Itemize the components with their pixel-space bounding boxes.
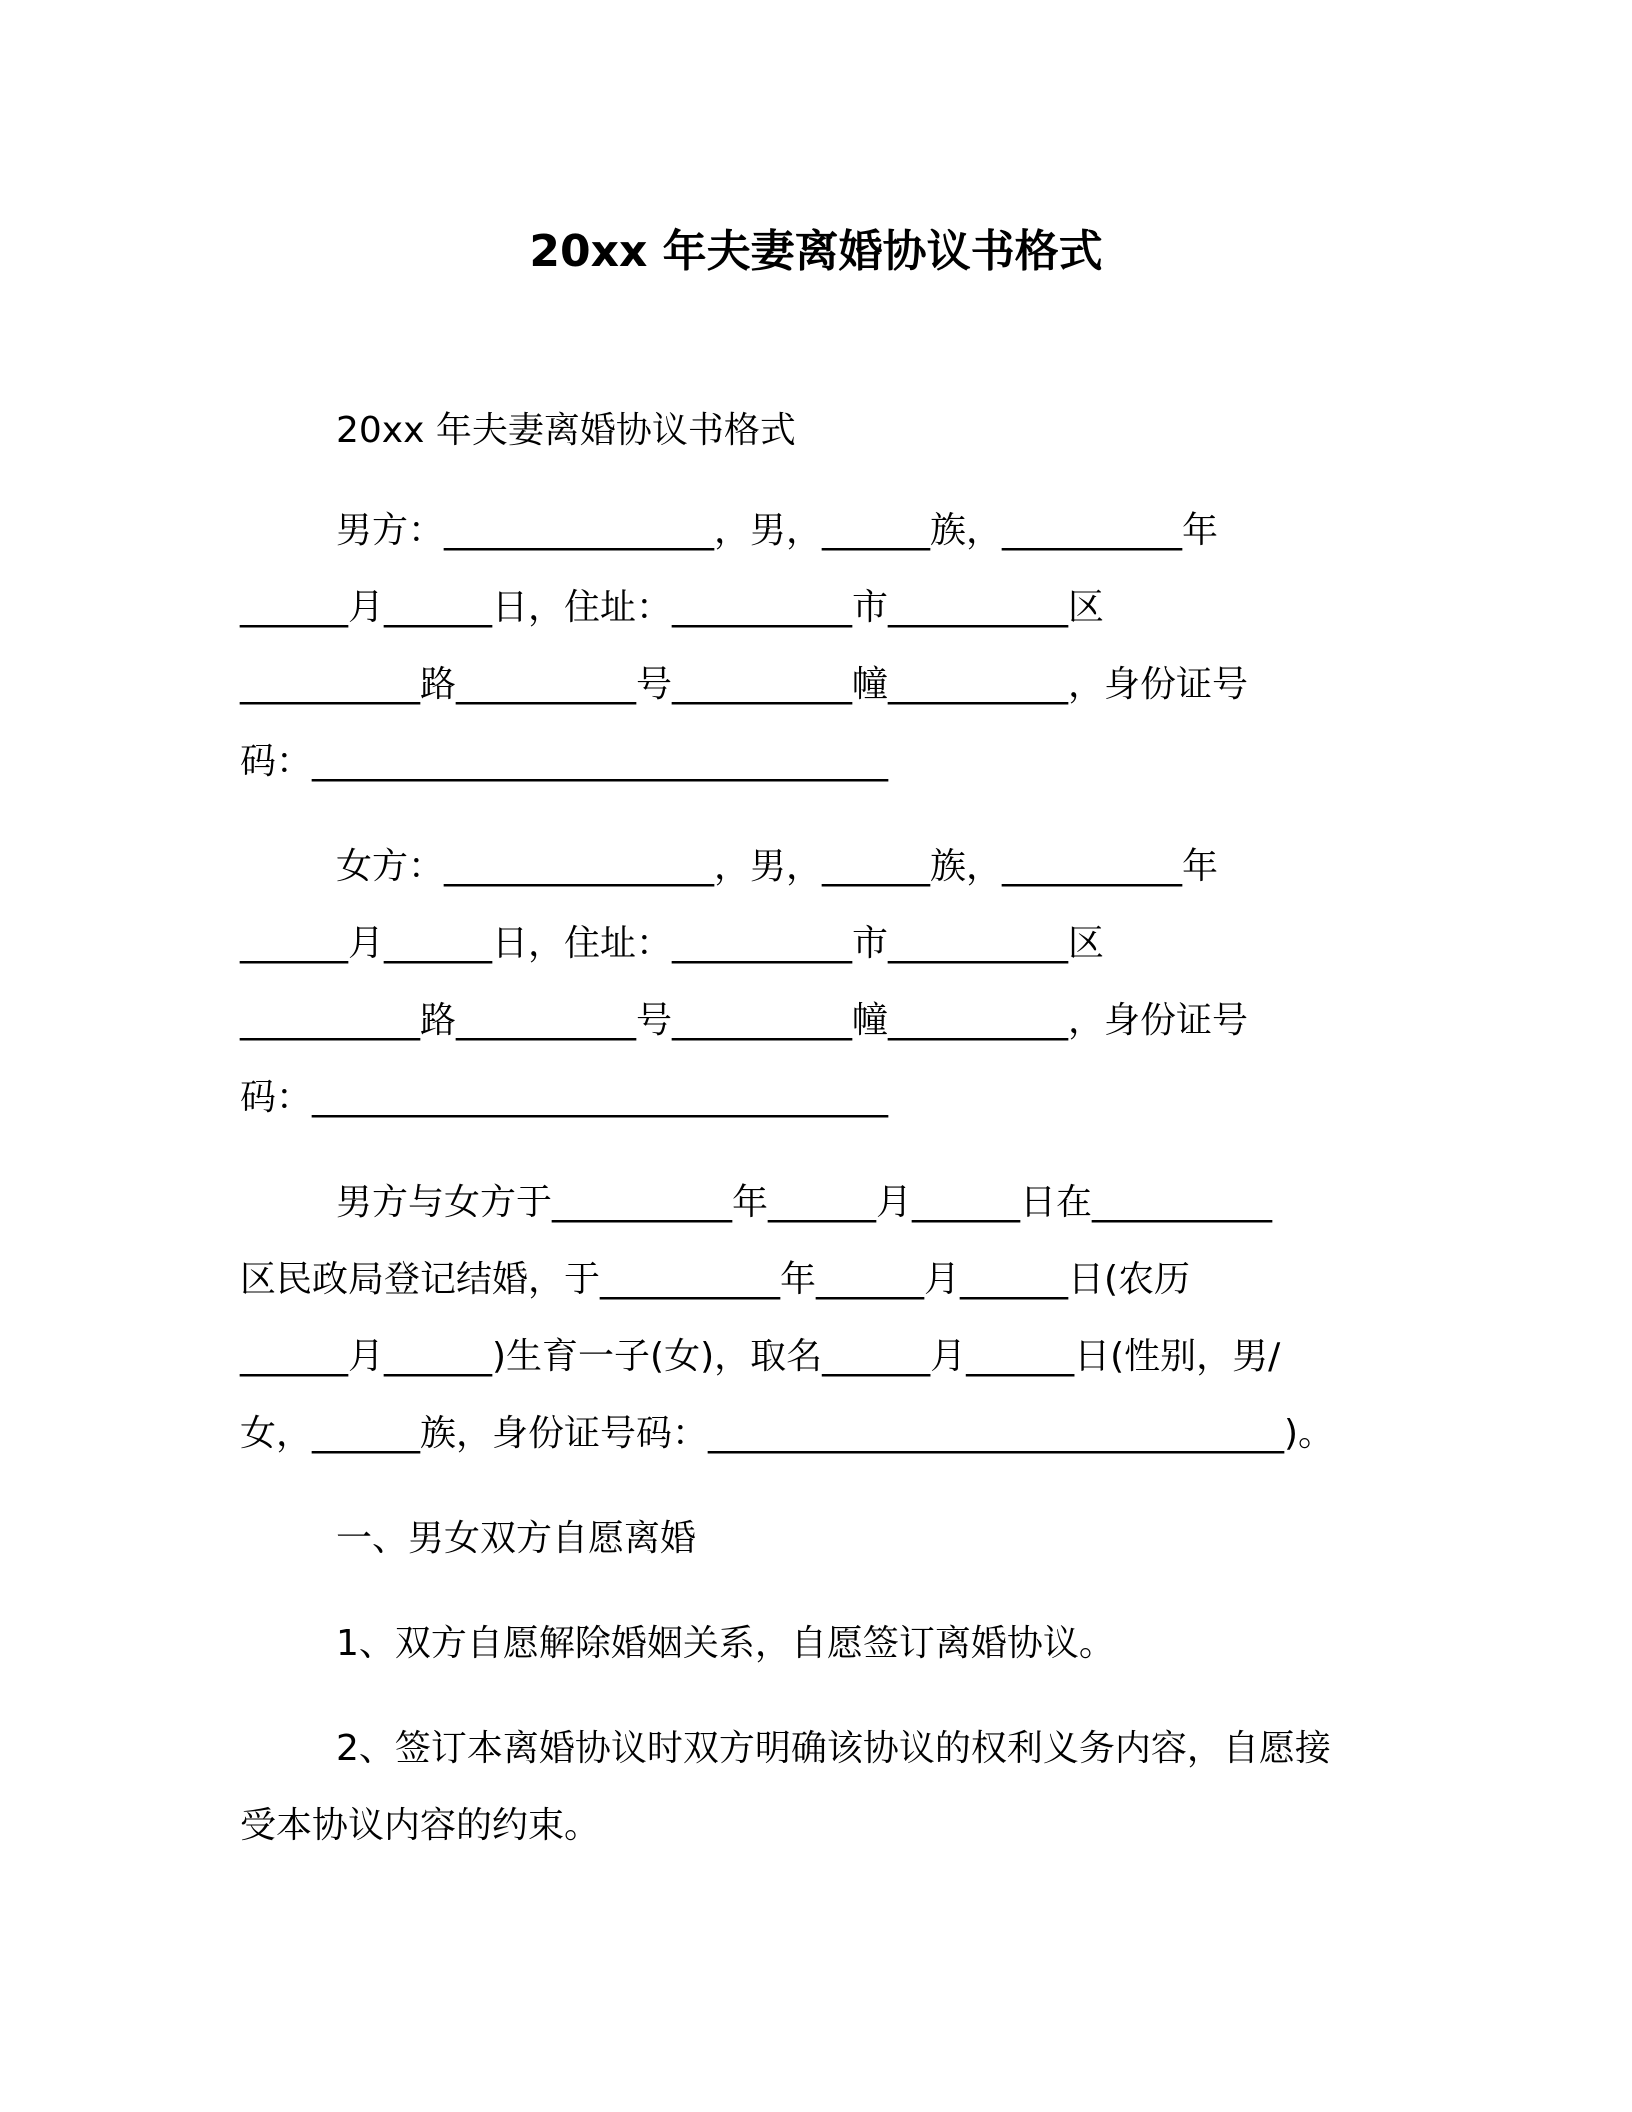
female-party-line-2: ______月______日，住址：__________市__________区 (240, 923, 1105, 964)
document-title: 20xx 年夫妻离婚协议书格式 (529, 226, 1103, 277)
marriage-line-3: ______月______)生育一子(女)，取名______月______日(性别，男/ (240, 1336, 1281, 1377)
clause-2-line-1: 2、签订本离婚协议时双方明确该协议的权利义务内容，自愿接 (336, 1728, 1331, 1769)
male-party-line-2: ______月______日，住址：__________市__________区 (240, 587, 1105, 628)
female-party-line-4: 码：________________________________ (240, 1077, 888, 1118)
clause-1: 1、双方自愿解除婚姻关系，自愿签订离婚协议。 (336, 1623, 1115, 1664)
male-party-line-1: 男方：_______________，男，______族，__________年 (336, 510, 1219, 551)
marriage-line-2: 区民政局登记结婚，于__________年______月______日(农历 (240, 1259, 1191, 1300)
section-heading-1: 一、男女双方自愿离婚 (336, 1518, 697, 1559)
marriage-line-4: 女，______族，身份证号码：________________________________)。 (240, 1413, 1335, 1454)
marriage-line-1: 男方与女方于__________年______月______日在__________ (336, 1182, 1273, 1223)
male-party-line-4: 码：________________________________ (240, 741, 888, 782)
female-party-line-1: 女方：_______________，男，______族，__________年 (336, 846, 1219, 887)
male-party-line-3: __________路__________号__________幢__________，身份证号 (240, 664, 1249, 705)
document-body (240, 392, 1390, 1864)
female-party-line-3: __________路__________号__________幢__________，身份证号 (240, 1000, 1249, 1041)
clause-2-line-2: 受本协议内容的约束。 (240, 1805, 601, 1846)
subtitle-line: 20xx 年夫妻离婚协议书格式 (336, 410, 796, 451)
